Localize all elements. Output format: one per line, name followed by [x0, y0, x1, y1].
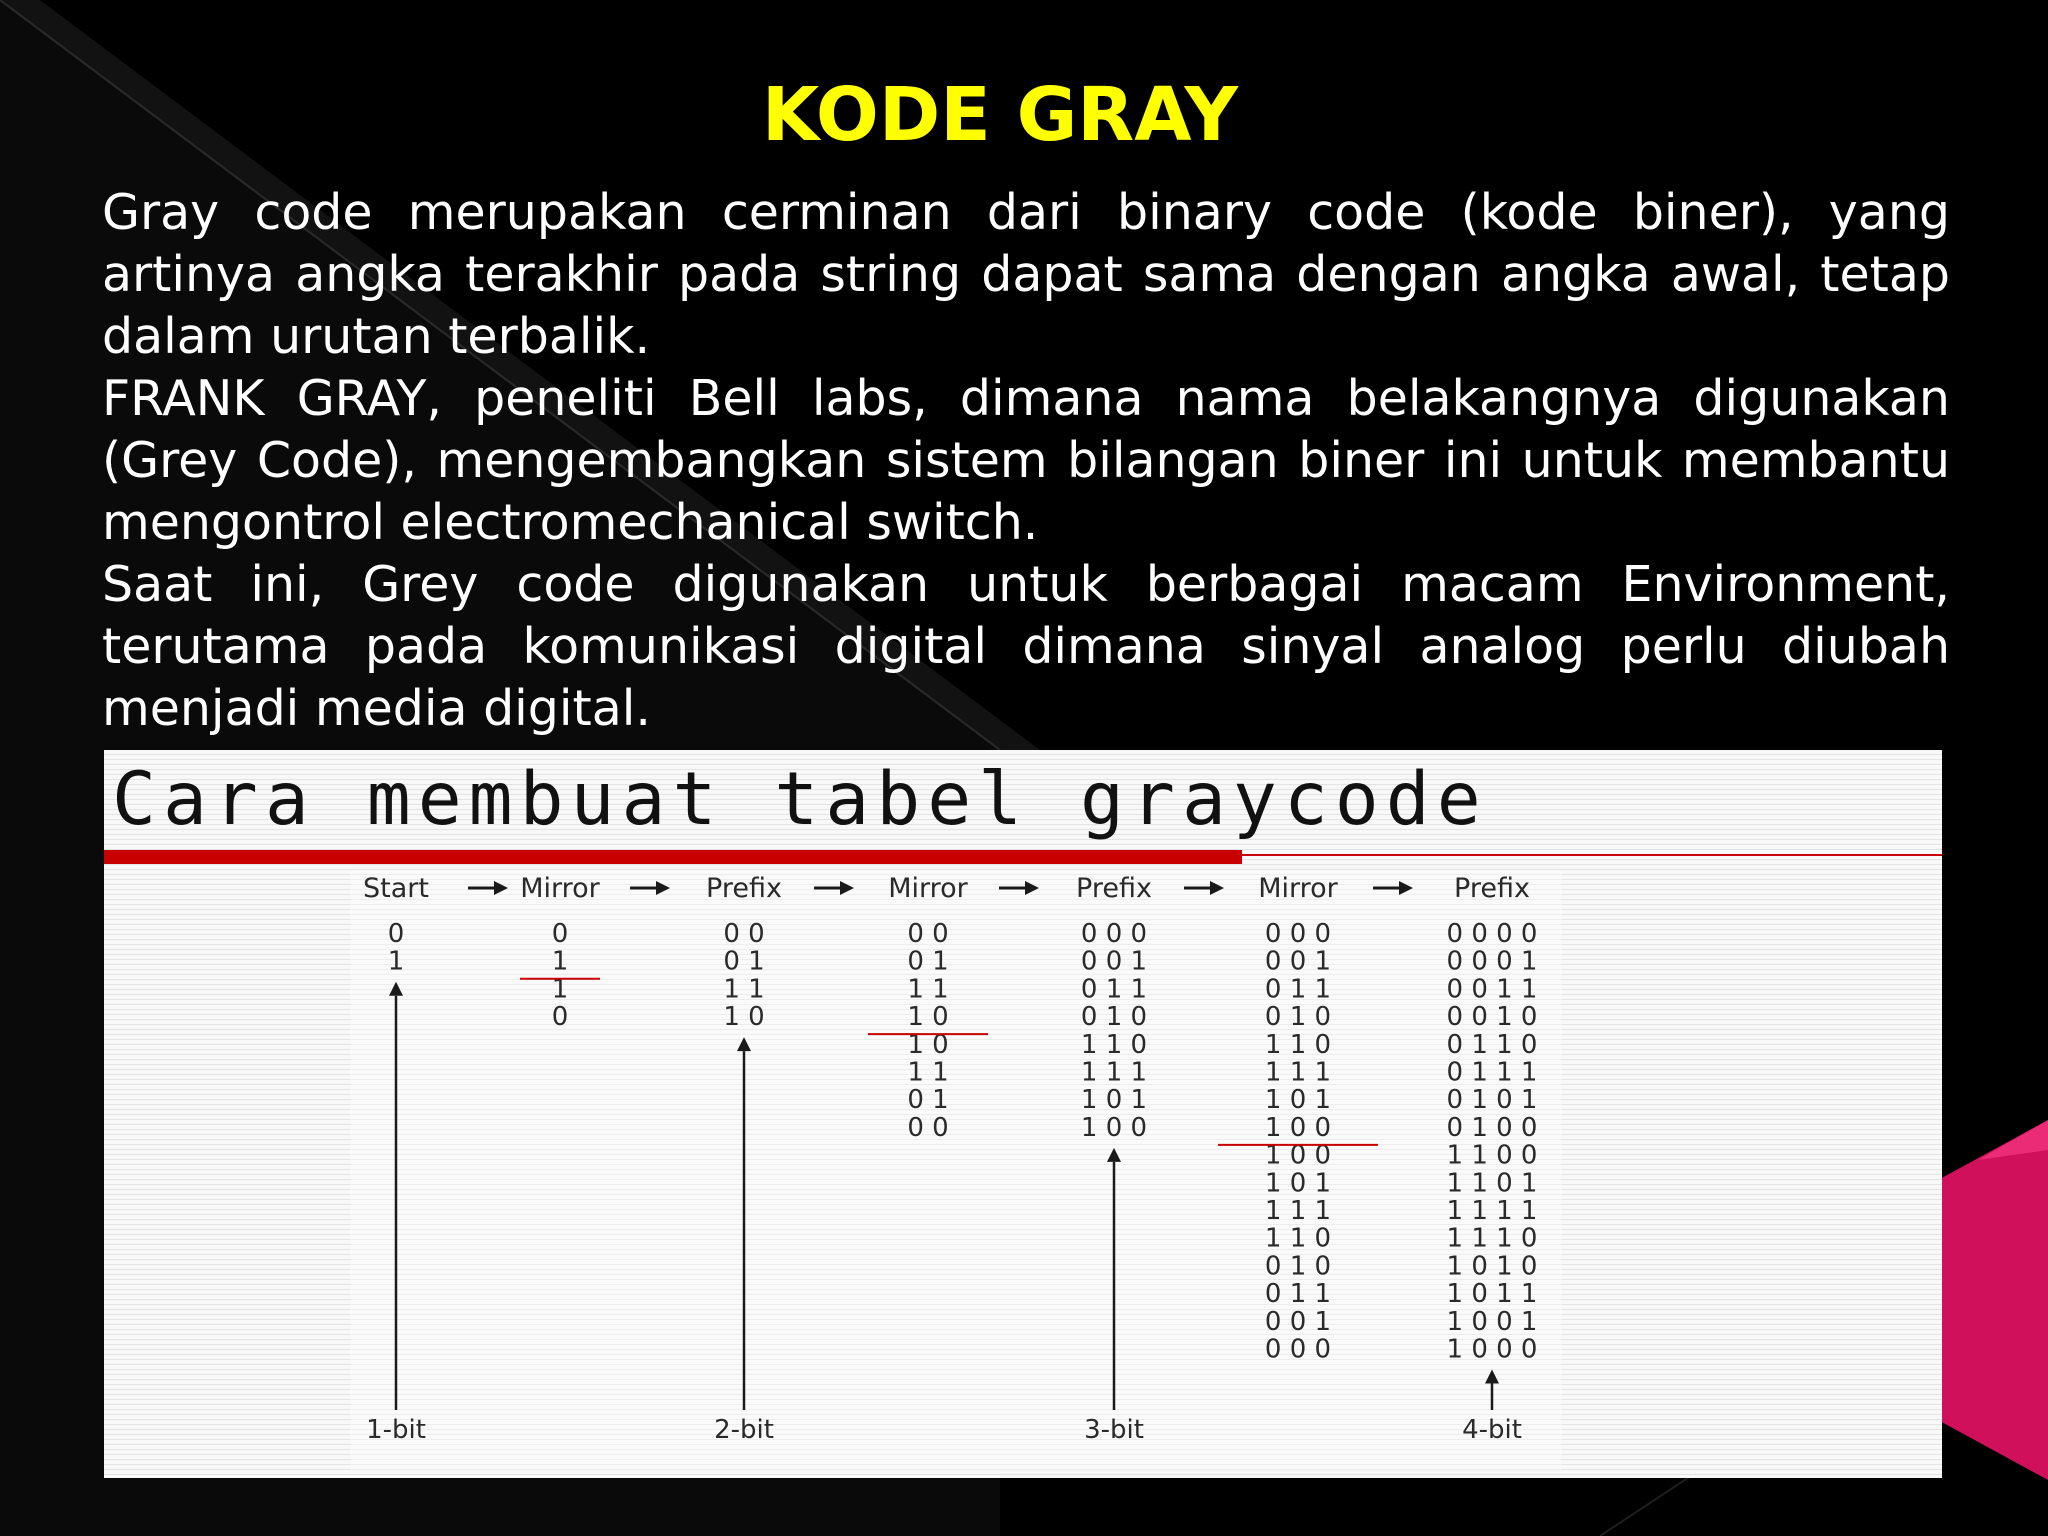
gray-code-value: 0: [551, 1002, 569, 1033]
gray-code-value: 0 0 0: [1080, 919, 1148, 949]
gray-code-value: 0 1 1: [1264, 1279, 1332, 1310]
gray-code-value: 1: [387, 946, 405, 977]
gray-code-value: 1: [551, 974, 569, 1005]
column-header-prefix: Prefix: [1454, 873, 1530, 904]
bit-width-label: 2-bit: [714, 1415, 774, 1445]
gray-code-value: 0 1 1: [1080, 974, 1148, 1005]
gray-code-value: 1 1 0: [1264, 1029, 1332, 1060]
gray-code-value: 1 0 1 1: [1446, 1279, 1538, 1310]
gray-code-value: 0 0 0 0: [1446, 919, 1538, 949]
bit-width-label: 4-bit: [1462, 1415, 1522, 1445]
gray-code-value: 0 0: [723, 919, 765, 949]
column-header-mirror: Mirror: [1258, 873, 1338, 904]
pink-corner-accent: [1938, 1120, 2048, 1480]
gray-code-value: 0 1: [907, 946, 949, 977]
gray-code-value: 0 1: [907, 1085, 949, 1116]
gray-code-value: 0 0 1: [1080, 946, 1148, 977]
gray-code-value: 1 1 0: [1080, 1029, 1148, 1060]
gray-code-value: 0 1 0 0: [1446, 1112, 1538, 1143]
gray-code-value: 1 1 0: [1264, 1223, 1332, 1254]
gray-code-value: 1 1 0 1: [1446, 1168, 1538, 1199]
gray-code-value: 0 0: [907, 919, 949, 949]
gray-code-value: 1 0: [723, 1002, 765, 1033]
gray-code-value: 1 1 1 0: [1446, 1223, 1538, 1254]
gray-code-value: 1 0 0 1: [1446, 1306, 1538, 1337]
gray-code-value: 1 0: [907, 1029, 949, 1060]
gray-code-value: 1 0 0: [1264, 1112, 1332, 1143]
gray-code-value: 1: [551, 946, 569, 977]
gray-code-value: 0 1 1: [1264, 974, 1332, 1005]
gray-code-value: 0 0: [907, 1112, 949, 1143]
gray-code-value: 0 1 1 0: [1446, 1029, 1538, 1060]
gray-code-value: 1 0 1 0: [1446, 1251, 1538, 1282]
gray-code-value: 1 0 1: [1264, 1168, 1332, 1199]
column-header-mirror: Mirror: [888, 873, 968, 904]
gray-code-value: 1 1 1: [1264, 1196, 1332, 1226]
slide-title: KODE GRAY: [761, 72, 1239, 158]
gray-code-value: 0 0 1 1: [1446, 974, 1538, 1005]
table-panel: [350, 870, 1562, 1470]
gray-code-value: 1 0 1: [1264, 1085, 1332, 1116]
gray-code-value: 0: [387, 919, 405, 949]
paragraph-frank-gray: FRANK GRAY, peneliti Bell labs, dimana nama belakangnya digunakan (Grey Code), mengembangkan sistem bilangan biner ini untuk membantu mengontrol electromechanical switch.: [102, 370, 1950, 551]
column-header-prefix: Prefix: [1076, 873, 1152, 904]
gray-code-value: 0 0 1 0: [1446, 1002, 1538, 1033]
gray-code-value: 0: [551, 919, 569, 949]
gray-code-value: 1 0 0: [1080, 1112, 1148, 1143]
gray-code-value: 1 0 0 0: [1446, 1334, 1538, 1365]
gray-code-value: 0 1: [723, 946, 765, 977]
gray-code-value: 1 1 1 1: [1446, 1196, 1538, 1226]
gray-code-value: 0 0 1: [1264, 1306, 1332, 1337]
gray-code-value: 0 1 0: [1264, 1251, 1332, 1282]
gray-code-value: 1 1: [723, 974, 765, 1005]
bit-width-label: 3-bit: [1084, 1415, 1144, 1445]
column-header-start: Start: [363, 873, 429, 904]
gray-code-value: 0 1 0: [1080, 1002, 1148, 1033]
slide-body: [102, 182, 1950, 740]
gray-code-value: 0 0 1: [1264, 946, 1332, 977]
graycode-table-figure: [104, 750, 1942, 1478]
gray-code-value: 1 1 1: [1264, 1057, 1332, 1088]
graycode-construction-diagram: [104, 750, 1942, 1478]
bit-width-label: 1-bit: [366, 1415, 426, 1445]
column-header-prefix: Prefix: [706, 873, 782, 904]
gray-code-value: 1 1: [907, 974, 949, 1005]
gray-code-value: 1 1: [907, 1057, 949, 1088]
gray-code-value: 0 1 0: [1264, 1002, 1332, 1033]
paragraph-current-usage: Saat ini, Grey code digunakan untuk berbagai macam Environment, terutama pada komunikasi digital dimana sinyal analog perlu diubah menjadi media digital.: [102, 556, 1950, 737]
gray-code-value: 1 0 1: [1080, 1085, 1148, 1116]
gray-code-value: 0 0 0: [1264, 919, 1332, 949]
gray-code-value: 0 1 0 1: [1446, 1085, 1538, 1116]
figure-title: Cara membuat tabel graycode: [112, 757, 1488, 842]
gray-code-value: 1 0: [907, 1002, 949, 1033]
gray-code-value: 0 0 0 1: [1446, 946, 1538, 977]
column-header-mirror: Mirror: [520, 873, 600, 904]
gray-code-value: 1 0 0: [1264, 1140, 1332, 1171]
gray-code-value: 1 1 0 0: [1446, 1140, 1538, 1171]
gray-code-value: 0 0 0: [1264, 1334, 1332, 1365]
gray-code-value: 0 1 1 1: [1446, 1057, 1538, 1088]
gray-code-value: 1 1 1: [1080, 1057, 1148, 1088]
paragraph-gray-code-definition: Gray code merupakan cerminan dari binary code (kode biner), yang artinya angka terakhir pada string dapat sama dengan angka awal, tetap dalam urutan terbalik.: [102, 184, 1950, 365]
